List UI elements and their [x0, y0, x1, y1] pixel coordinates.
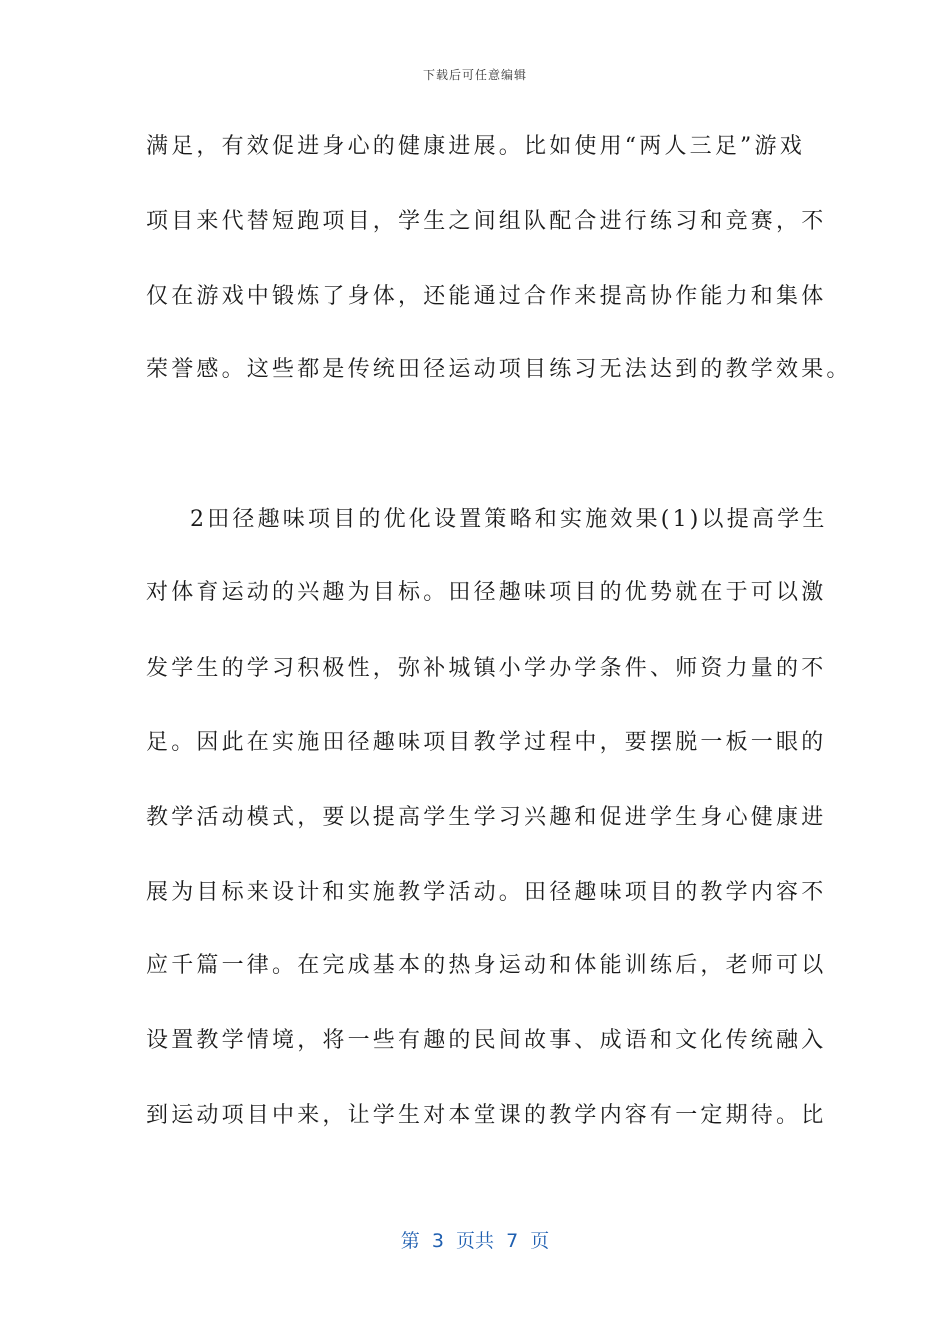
paragraph-first-line: 2田径趣味项目的优化设置策略和实施效果(1)以提高学生	[190, 507, 828, 532]
text-line: 到运动项目中来，让学生对本堂课的教学内容有一定期待。比	[146, 1103, 827, 1128]
text-line: 展为目标来设计和实施教学活动。田径趣味项目的教学内容不	[146, 880, 827, 905]
text-line: 教学活动模式，要以提高学生学习兴趣和促进学生身心健康进	[146, 805, 827, 830]
text-line: 荣誉感。这些都是传统田径运动项目练习无法达到的教学效果。	[146, 357, 852, 382]
text-line: 发学生的学习积极性，弥补城镇小学办学条件、师资力量的不	[146, 656, 827, 681]
page-number-footer: 第 3 页共 7 页	[400, 1230, 550, 1252]
text-line: 对体育运动的兴趣为目标。田径趣味项目的优势就在于可以激	[146, 580, 827, 605]
text-line: 足。因此在实施田径趣味项目教学过程中，要摆脱一板一眼的	[146, 730, 827, 755]
text-line: 仅在游戏中锻炼了身体，还能通过合作来提高协作能力和集体	[146, 284, 827, 309]
text-line: 应千篇一律。在完成基本的热身运动和体能训练后，老师可以	[146, 953, 827, 978]
text-line: 设置教学情境，将一些有趣的民间故事、成语和文化传统融入	[146, 1028, 827, 1053]
text-line: 满足，有效促进身心的健康进展。比如使用“两人三足”游戏	[146, 134, 805, 159]
page-header: 下载后可任意编辑	[422, 68, 527, 82]
text-line: 项目来代替短跑项目，学生之间组队配合进行练习和竞赛，不	[146, 209, 827, 234]
